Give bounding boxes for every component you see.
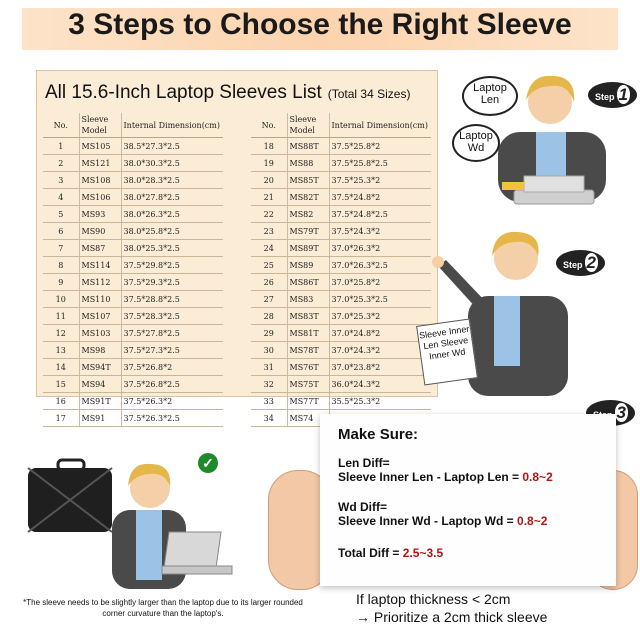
table-row <box>251 274 431 291</box>
cell-no: 6 <box>43 223 79 240</box>
step1-badge <box>588 82 637 108</box>
table-row <box>251 393 431 410</box>
thickness-note-line2: → Prioritize a 2cm thick sleeve <box>356 609 548 625</box>
cell-model: MS81T <box>287 325 329 342</box>
cell-model: MS107 <box>79 308 121 325</box>
len-diff-label: Len Diff= <box>338 456 390 470</box>
cell-model: MS82T <box>287 189 329 206</box>
cell-dim: 37.5*25.3*2 <box>329 172 431 189</box>
header-dim: Internal Dimension(cm) <box>121 113 223 138</box>
cell-dim: 37.0*25.3*2 <box>329 308 431 325</box>
table-row <box>251 223 431 240</box>
cell-dim: 37.5*29.8*2.5 <box>121 257 223 274</box>
cell-no: 9 <box>43 274 79 291</box>
cell-model: MS94T <box>79 359 121 376</box>
table-row <box>251 240 431 257</box>
table-header-row <box>43 113 223 138</box>
header-no: No. <box>251 113 287 138</box>
cell-no: 21 <box>251 189 287 206</box>
step1-number: 1 <box>618 85 628 104</box>
cell-model: MS90 <box>79 223 121 240</box>
cell-dim: 38.0*25.8*2.5 <box>121 223 223 240</box>
table-row <box>43 325 223 342</box>
cell-model: MS93 <box>79 206 121 223</box>
table-row <box>251 172 431 189</box>
cell-no: 29 <box>251 325 287 342</box>
cell-dim: 37.5*28.8*2.5 <box>121 291 223 308</box>
cell-model: MS91 <box>79 410 121 427</box>
laptop-wd-bubble <box>452 124 500 162</box>
thickness-note <box>356 590 547 626</box>
cell-dim: 37.0*24.3*2 <box>329 342 431 359</box>
table-header-row <box>251 113 431 138</box>
laptop-len-bubble <box>462 76 518 116</box>
cell-no: 7 <box>43 240 79 257</box>
cell-model: MS89 <box>287 257 329 274</box>
footnote: *The sleeve needs to be slightly larger than the laptop due to its larger rounded corner curvature than the laptop's. <box>23 598 303 618</box>
cell-no: 31 <box>251 359 287 376</box>
cell-no: 4 <box>43 189 79 206</box>
sizes-table-panel <box>36 70 438 423</box>
check-icon: ✓ <box>198 453 218 473</box>
cell-no: 3 <box>43 172 79 189</box>
table-row <box>43 274 223 291</box>
cell-no: 30 <box>251 342 287 359</box>
cell-no: 15 <box>43 376 79 393</box>
cell-no: 14 <box>43 359 79 376</box>
table-row <box>251 189 431 206</box>
len-diff-formula <box>338 470 553 484</box>
cell-model: MS89T <box>287 240 329 257</box>
table-row <box>43 342 223 359</box>
table-row <box>251 359 431 376</box>
cell-no: 2 <box>43 155 79 172</box>
table-row <box>251 206 431 223</box>
cell-dim: 38.0*28.3*2.5 <box>121 172 223 189</box>
wd-formula-text: Sleeve Inner Wd - Laptop Wd = <box>338 514 518 528</box>
cell-no: 28 <box>251 308 287 325</box>
cell-model: MS88 <box>287 155 329 172</box>
table-row <box>43 376 223 393</box>
cell-dim: 37.0*25.8*2 <box>329 274 431 291</box>
len-diff-value: 0.8~2 <box>522 470 553 484</box>
cell-dim: 38.0*30.3*2.5 <box>121 155 223 172</box>
cell-model: MS98 <box>79 342 121 359</box>
cell-no: 1 <box>43 138 79 155</box>
cell-model: MS94 <box>79 376 121 393</box>
cell-model: MS112 <box>79 274 121 291</box>
header-dim: Internal Dimension(cm) <box>329 113 431 138</box>
cell-no: 17 <box>43 410 79 427</box>
cell-dim: 37.5*24.8*2.5 <box>329 206 431 223</box>
laptop-wd-label: Laptop Wd <box>459 130 493 154</box>
cell-model: MS78T <box>287 342 329 359</box>
cell-dim: 36.0*24.3*2 <box>329 376 431 393</box>
cell-no: 34 <box>251 410 287 427</box>
table-row <box>251 155 431 172</box>
total-diff <box>338 546 443 560</box>
step2-badge-label: Step <box>563 260 583 270</box>
cell-dim: 38.0*27.8*2.5 <box>121 189 223 206</box>
cell-dim: 35.5*25.3*2 <box>329 393 431 410</box>
len-formula-text: Sleeve Inner Len - Laptop Len = <box>338 470 523 484</box>
cell-model: MS85T <box>287 172 329 189</box>
cell-dim: 37.5*25.8*2.5 <box>329 155 431 172</box>
cell-no: 23 <box>251 223 287 240</box>
table-title <box>45 82 410 104</box>
step2-number: 2 <box>586 253 596 272</box>
cell-no: 27 <box>251 291 287 308</box>
cell-dim: 37.5*26.3*2.5 <box>121 410 223 427</box>
sizes-table-right <box>251 113 431 427</box>
cell-no: 32 <box>251 376 287 393</box>
cell-no: 8 <box>43 257 79 274</box>
cell-no: 26 <box>251 274 287 291</box>
cell-no: 19 <box>251 155 287 172</box>
cell-dim: 37.5*26.3*2 <box>121 393 223 410</box>
laptop-len-label: Laptop Len <box>473 82 507 106</box>
cell-model: MS110 <box>79 291 121 308</box>
sleeve-inner-card <box>416 319 478 386</box>
cell-model: MS74 <box>287 410 329 427</box>
cell-model: MS108 <box>79 172 121 189</box>
sizes-table-left <box>43 113 223 427</box>
cell-model: MS77T <box>287 393 329 410</box>
wd-diff-value: 0.8~2 <box>517 514 548 528</box>
table-row <box>251 376 431 393</box>
table-row <box>43 393 223 410</box>
cell-no: 10 <box>43 291 79 308</box>
cell-dim: 37.0*26.3*2 <box>329 240 431 257</box>
cell-dim: 37.5*29.3*2.5 <box>121 274 223 291</box>
cell-no: 22 <box>251 206 287 223</box>
step1-badge-label: Step <box>595 92 615 102</box>
header-model: Sleeve Model <box>287 113 329 138</box>
header-no: No. <box>43 113 79 138</box>
table-subtitle: (Total 34 Sizes) <box>327 87 411 101</box>
cell-dim: 37.0*24.8*2 <box>329 325 431 342</box>
cell-dim: 37.0*25.3*2.5 <box>329 291 431 308</box>
cell-no: 13 <box>43 342 79 359</box>
cell-model: MS106 <box>79 189 121 206</box>
table-row <box>251 138 431 155</box>
table-row <box>43 189 223 206</box>
table-row <box>43 172 223 189</box>
cell-dim: 37.5*28.3*2.5 <box>121 308 223 325</box>
make-sure-paper <box>320 414 616 586</box>
table-row <box>43 223 223 240</box>
cell-model: MS105 <box>79 138 121 155</box>
cell-dim: 37.5*27.3*2.5 <box>121 342 223 359</box>
page-title: 3 Steps to Choose the Right Sleeve <box>68 8 572 41</box>
wd-diff-formula <box>338 514 547 528</box>
cell-model: MS114 <box>79 257 121 274</box>
cell-no: 33 <box>251 393 287 410</box>
sleeve-laptop-illustration <box>22 454 242 589</box>
cell-model: MS86T <box>287 274 329 291</box>
cell-model: MS82 <box>287 206 329 223</box>
table-row <box>43 359 223 376</box>
man-with-sleeve-image <box>22 454 242 589</box>
cell-no: 5 <box>43 206 79 223</box>
cell-no: 11 <box>43 308 79 325</box>
cell-no: 20 <box>251 172 287 189</box>
cell-model: MS121 <box>79 155 121 172</box>
cell-dim: 37.0*26.3*2.5 <box>329 257 431 274</box>
cell-model: MS103 <box>79 325 121 342</box>
cell-model: MS75T <box>287 376 329 393</box>
table-row <box>43 155 223 172</box>
cell-dim: 38.5*27.3*2.5 <box>121 138 223 155</box>
cell-dim: 37.5*24.3*2 <box>329 223 431 240</box>
table-row <box>43 257 223 274</box>
cell-no: 12 <box>43 325 79 342</box>
cell-no: 24 <box>251 240 287 257</box>
table-row <box>251 257 431 274</box>
sleeve-inner-card-text: Sleeve Inner Len Sleeve Inner Wd <box>418 323 470 362</box>
cell-model: MS88T <box>287 138 329 155</box>
cell-no: 25 <box>251 257 287 274</box>
make-sure-heading: Make Sure: <box>338 426 419 443</box>
cell-no: 16 <box>43 393 79 410</box>
cell-dim: 37.5*25.8*2 <box>329 138 431 155</box>
table-row <box>43 291 223 308</box>
table-row <box>251 308 431 325</box>
total-diff-label: Total Diff = <box>338 546 403 560</box>
table-row <box>43 410 223 427</box>
table-row <box>43 308 223 325</box>
table-row <box>43 240 223 257</box>
cell-model: MS79T <box>287 223 329 240</box>
cell-model: MS76T <box>287 359 329 376</box>
cell-dim: 37.5*26.8*2 <box>121 359 223 376</box>
table-title-text: All 15.6-Inch Laptop Sleeves List <box>45 82 322 103</box>
cell-model: MS91T <box>79 393 121 410</box>
cell-dim: 37.5*26.8*2.5 <box>121 376 223 393</box>
table-row <box>251 291 431 308</box>
table-row <box>43 206 223 223</box>
cell-dim: 38.0*25.3*2.5 <box>121 240 223 257</box>
header-model: Sleeve Model <box>79 113 121 138</box>
cell-dim: 37.0*23.8*2 <box>329 359 431 376</box>
cell-model: MS83T <box>287 308 329 325</box>
cell-no: 18 <box>251 138 287 155</box>
table-row <box>251 325 431 342</box>
cell-dim: 37.5*27.8*2.5 <box>121 325 223 342</box>
cell-dim: 38.0*26.3*2.5 <box>121 206 223 223</box>
wd-diff-label: Wd Diff= <box>338 500 387 514</box>
cell-dim: 37.5*24.8*2 <box>329 189 431 206</box>
step3-number: 3 <box>616 403 626 422</box>
table-row <box>251 342 431 359</box>
total-diff-value: 2.5~3.5 <box>402 546 444 560</box>
cell-model: MS87 <box>79 240 121 257</box>
table-row <box>43 138 223 155</box>
step2-badge <box>556 250 605 276</box>
thickness-note-line1: If laptop thickness < 2cm <box>356 591 511 607</box>
cell-model: MS83 <box>287 291 329 308</box>
